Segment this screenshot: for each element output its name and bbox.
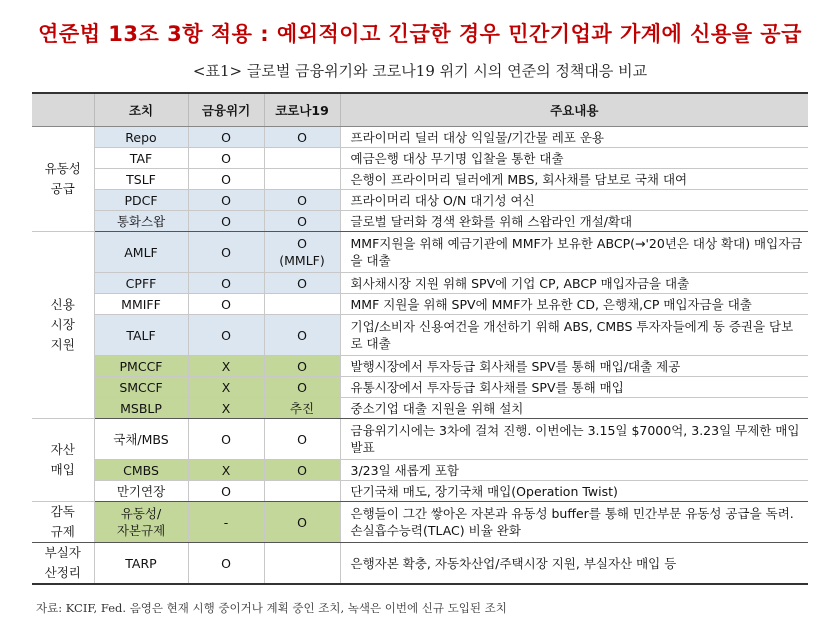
header-gfc: 금융위기: [188, 93, 264, 127]
content-cell: 글로벌 달러화 경색 완화를 위해 스왑라인 개설/확대: [340, 211, 808, 232]
table-row: [32, 127, 808, 148]
content-cell: 은행이 프라이머리 딜러에게 MBS, 회사채를 담보로 국채 대여: [340, 169, 808, 190]
content-cell: 기업/소비자 신용여건을 개선하기 위해 ABS, CMBS 투자자들에게 동 증권을 담보로 대출: [340, 315, 808, 356]
table-row: [32, 169, 808, 190]
covid-cell: O: [264, 315, 340, 356]
covid-cell: O: [264, 460, 340, 481]
table-row: [32, 190, 808, 211]
table-row: [32, 315, 808, 356]
measure-cell: TALF: [94, 315, 188, 356]
table-row: [32, 294, 808, 315]
measure-cell: PDCF: [94, 190, 188, 211]
content-cell: MMF 지원을 위해 SPV에 MMF가 보유한 CD, 은행채,CP 매입자금을 대출: [340, 294, 808, 315]
content-cell: 예금은행 대상 무기명 입찰을 통한 대출: [340, 148, 808, 169]
gfc-cell: O: [188, 273, 264, 294]
content-cell: 중소기업 대출 지원을 위해 설치: [340, 398, 808, 419]
covid-cell: 추진: [264, 398, 340, 419]
source-note: 자료: KCIF, Fed. 음영은 현재 시행 중이거나 계획 중인 조치, 녹색은 이번에 신규 도입된 조치: [36, 601, 507, 615]
covid-cell: [264, 294, 340, 315]
content-cell: 발행시장에서 투자등급 회사채를 SPV를 통해 매입/대출 제공: [340, 356, 808, 377]
table-row: [32, 543, 808, 585]
table-row: [32, 398, 808, 419]
content-cell: 은행자본 확충, 자동차산업/주택시장 지원, 부실자산 매입 등: [340, 543, 808, 585]
table-row: [32, 211, 808, 232]
content-cell: 프라이머리 딜러 대상 익일물/기간물 레포 운용: [340, 127, 808, 148]
table-row: [32, 148, 808, 169]
table-row: [32, 460, 808, 481]
covid-cell: [264, 169, 340, 190]
headline: 연준법 13조 3항 적용 : 예외적이고 긴급한 경우 민간기업과 가계에 신용을 공급: [38, 22, 802, 46]
header-row: [32, 93, 808, 127]
measure-cell: CPFF: [94, 273, 188, 294]
table-caption: <표1> 글로벌 금융위기와 코로나19 위기 시의 연준의 정책대응 비교: [192, 62, 648, 80]
gfc-cell: O: [188, 294, 264, 315]
content-cell: 회사채시장 지원 위해 SPV에 기업 CP, ABCP 매입자금을 대출: [340, 273, 808, 294]
table-row: [32, 481, 808, 502]
table-row: [32, 232, 808, 273]
gfc-cell: -: [188, 502, 264, 543]
covid-cell: O: [264, 190, 340, 211]
covid-cell: [264, 543, 340, 585]
table-row: [32, 502, 808, 543]
gfc-cell: O: [188, 481, 264, 502]
content-cell: 은행들이 그간 쌓아온 자본과 유동성 buffer를 통해 민간부문 유동성 공급을 독려. 손실흡수능력(TLAC) 비율 완화: [340, 502, 808, 543]
covid-cell: O: [264, 502, 340, 543]
measure-cell: SMCCF: [94, 377, 188, 398]
header-content: 주요내용: [340, 93, 808, 127]
group-label-supervision: 감독 규제: [32, 502, 94, 543]
covid-cell: O: [264, 211, 340, 232]
group-label-bad-asset: 부실자 산정리: [32, 543, 94, 585]
covid-cell: O: [264, 377, 340, 398]
header-measure: 조치: [94, 93, 188, 127]
covid-cell: O: [264, 419, 340, 460]
header-group: [32, 93, 94, 127]
content-cell: 금융위기시에는 3차에 걸쳐 진행. 이번에는 3.15일 $7000억, 3.23일 무제한 매입 발표: [340, 419, 808, 460]
gfc-cell: O: [188, 419, 264, 460]
gfc-cell: O: [188, 315, 264, 356]
content-cell: 프라이머리 대상 O/N 대기성 여신: [340, 190, 808, 211]
covid-cell: O (MMLF): [264, 232, 340, 273]
content-cell: MMF지원을 위해 예금기관에 MMF가 보유한 ABCP(→'20년은 대상 확대) 매입자금을 대출: [340, 232, 808, 273]
measure-cell: TARP: [94, 543, 188, 585]
covid-cell: O: [264, 273, 340, 294]
gfc-cell: X: [188, 460, 264, 481]
measure-cell: TAF: [94, 148, 188, 169]
group-label-liquidity: 유동성 공급: [32, 127, 94, 232]
header-covid: 코로나19: [264, 93, 340, 127]
measure-cell: CMBS: [94, 460, 188, 481]
gfc-cell: O: [188, 169, 264, 190]
group-label-credit-market: 신용 시장 지원: [32, 232, 94, 419]
measure-cell: 유동성/ 자본규제: [94, 502, 188, 543]
measure-cell: TSLF: [94, 169, 188, 190]
group-label-asset-purchase: 자산 매입: [32, 419, 94, 502]
policy-comparison-table: [32, 92, 808, 585]
content-cell: 3/23일 새롭게 포함: [340, 460, 808, 481]
table-row: [32, 377, 808, 398]
measure-cell: MMIFF: [94, 294, 188, 315]
measure-cell: Repo: [94, 127, 188, 148]
covid-cell: [264, 481, 340, 502]
gfc-cell: O: [188, 148, 264, 169]
measure-cell: 만기연장: [94, 481, 188, 502]
gfc-cell: O: [188, 127, 264, 148]
gfc-cell: X: [188, 356, 264, 377]
covid-cell: O: [264, 356, 340, 377]
table-row: [32, 356, 808, 377]
table-row: [32, 273, 808, 294]
gfc-cell: X: [188, 398, 264, 419]
content-cell: 유통시장에서 투자등급 회사채를 SPV를 통해 매입: [340, 377, 808, 398]
measure-cell: AMLF: [94, 232, 188, 273]
gfc-cell: X: [188, 377, 264, 398]
covid-cell: O: [264, 127, 340, 148]
table-body: [32, 127, 808, 585]
measure-cell: MSBLP: [94, 398, 188, 419]
measure-cell: PMCCF: [94, 356, 188, 377]
measure-cell: 국채/MBS: [94, 419, 188, 460]
gfc-cell: O: [188, 232, 264, 273]
gfc-cell: O: [188, 543, 264, 585]
gfc-cell: O: [188, 211, 264, 232]
measure-cell: 통화스왑: [94, 211, 188, 232]
table-row: [32, 419, 808, 460]
covid-cell: [264, 148, 340, 169]
gfc-cell: O: [188, 190, 264, 211]
content-cell: 단기국채 매도, 장기국채 매입(Operation Twist): [340, 481, 808, 502]
